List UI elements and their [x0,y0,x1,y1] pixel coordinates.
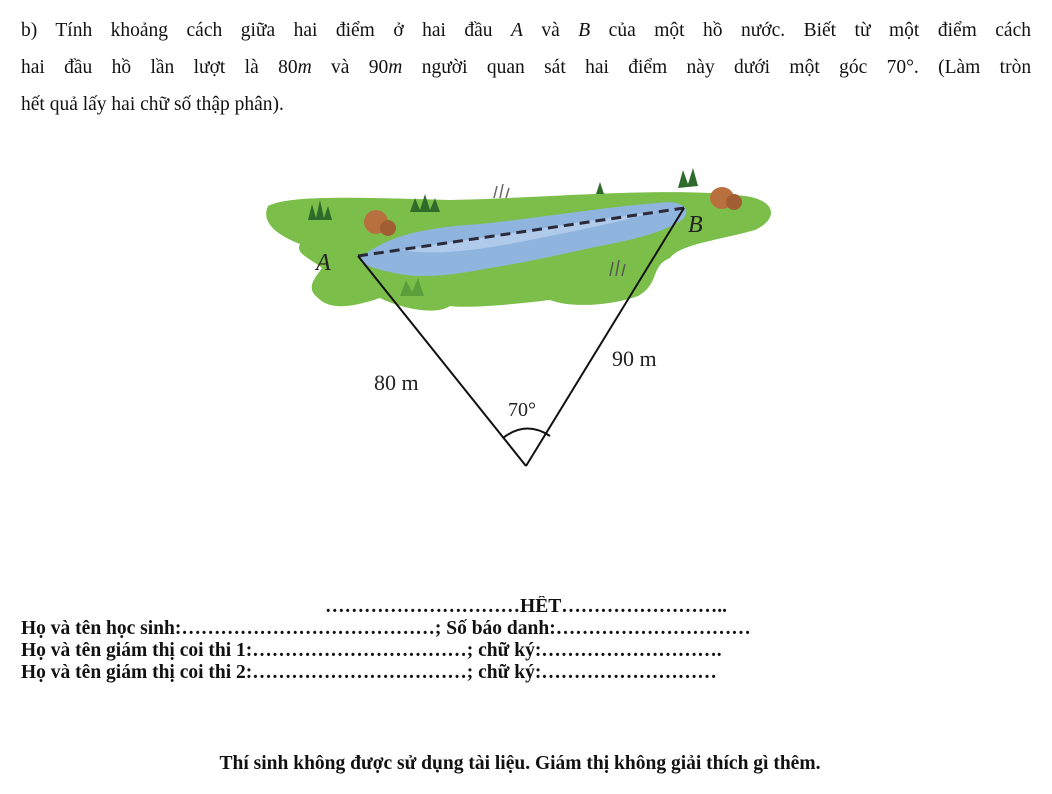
problem-line-2 [21,49,1031,86]
problem-line-1-part-a: b) Tính khoảng cách giữa hai điểm ở hai đầu [21,20,493,41]
distance-90-number: 90 [368,57,389,78]
problem-line-2-part-a: hai đầu hồ lần lượt là [21,57,259,78]
problem-line-3: hết quả lấy hai chữ số thập phân). [21,94,284,115]
conjunction-and-2: và [331,57,350,78]
problem-line-1 [21,12,1031,49]
distance-80 [278,57,312,78]
lake-illustration [250,158,790,478]
problem-line-2-part-c: . (Làm tròn [913,57,1032,78]
distance-80-unit: m [297,57,312,78]
problem-line-1-part-b: của một hồ nước. Biết từ một điểm cách [608,20,1031,41]
bush-2 [410,194,440,212]
distance-90 [369,57,403,78]
angle-value: 70° [886,57,914,78]
distance-90-unit: m [388,57,403,78]
label-90m: 90 m [612,346,657,371]
rock-right-2 [726,194,742,210]
bush-4 [678,168,698,188]
variable-b: B [578,20,591,41]
end-marker: …………………………HẾT…………………….. [325,596,727,617]
bush-7 [494,184,509,198]
label-80m: 80 m [374,370,419,395]
distance-80-number: 80 [278,57,298,78]
label-angle-70: 70° [508,399,536,421]
bush-3 [596,182,604,194]
student-info-line: Họ và tên học sinh:…………………………………; Số báo danh:………………………… [21,618,751,639]
conjunction-and: và [541,20,560,41]
label-a: A [316,250,331,276]
problem-text [21,12,1031,123]
rock-left-2 [380,220,396,236]
problem-line-2-part-b: người quan sát hai điểm này dưới một góc [421,57,868,78]
proctor-2-line: Họ và tên giám thị coi thi 2:……………………………; chữ ký:……………………… [21,662,717,683]
label-b: B [688,212,703,238]
exam-footer [21,596,1031,684]
lake-figure [250,158,790,478]
exam-note: Thí sinh không được sử dụng tài liệu. Giám thị không giải thích gì thêm. [219,753,821,774]
variable-a: A [511,20,523,41]
proctor-1-line: Họ và tên giám thị coi thi 1:……………………………; chữ ký:………………………. [21,640,722,661]
